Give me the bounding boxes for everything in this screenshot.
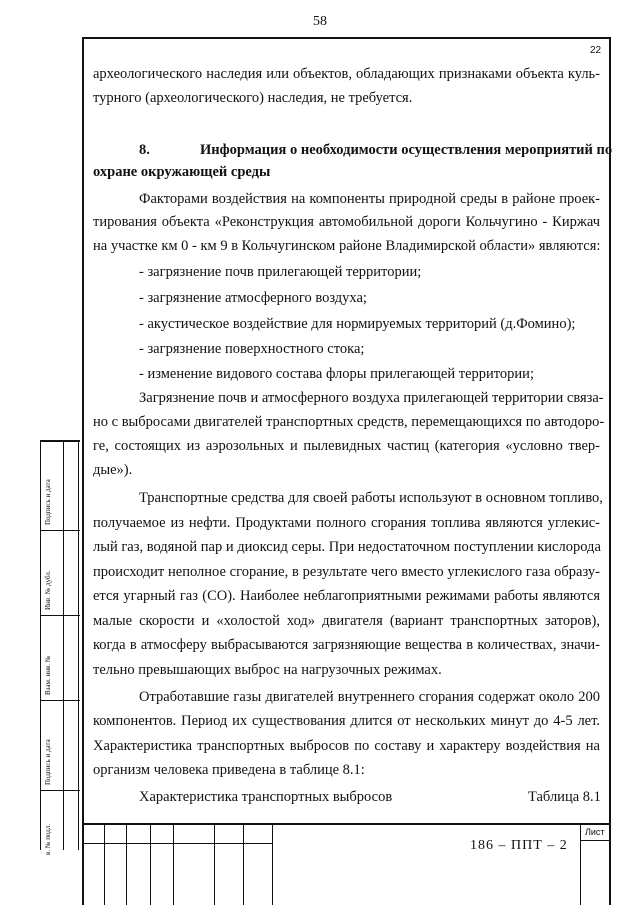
title-block-col-line xyxy=(243,823,244,905)
text-line: Загрязнение почв и атмосферного воздуха прилегающей территории связа- xyxy=(139,390,604,406)
text-line: получаемое из нефти. Продуктами полного сгорания топлива являются углекис- xyxy=(93,515,600,531)
section-number: 8. xyxy=(139,142,150,158)
text-line: малые скорости и «холостой ход» двигателя (вариант транспортных заторов), xyxy=(93,613,600,629)
title-block-col-line xyxy=(272,823,273,905)
list-item: - загрязнение атмосферного воздуха; xyxy=(139,290,367,306)
text-line: Отработавшие газы двигателей внутреннего сгорания содержат около 200 xyxy=(139,689,600,705)
text-line: но с выбросами двигателей транспортных средств, перемещающихся по автодоро- xyxy=(93,414,605,430)
sheet-number: 22 xyxy=(590,45,602,56)
title-block-col-line xyxy=(580,823,581,905)
text-line: турного (археологического) наследия, не требуется. xyxy=(93,90,413,106)
page-number: 58 xyxy=(313,14,327,29)
side-stamp-divider xyxy=(40,440,80,442)
text-line: на участке км 0 - км 9 в Кольчугинском районе Владимирской области» являются: xyxy=(93,238,601,254)
title-block-top-line xyxy=(82,823,611,825)
section-heading-cont: охране окружающей среды xyxy=(93,164,271,180)
text-line: тельно превышающих выброс на нагрузочных режимах. xyxy=(93,662,442,678)
side-stamp-divider xyxy=(40,615,80,616)
side-stamp-label: в. № подл. xyxy=(44,823,52,855)
text-line: Характеристика транспортных выбросов по составу и характеру воздействия на xyxy=(93,738,600,754)
text-line: тирования объекта «Реконструкция автомобильной дороги Кольчугино - Киржач xyxy=(93,214,600,230)
title-block-row-line xyxy=(580,840,611,841)
text-line: археологического наследия или объектов, обладающих признаками объекта куль- xyxy=(93,66,600,82)
side-stamp-label: Взам. инв. № xyxy=(44,655,52,695)
list-item: - акустическое воздействие для нормируемых территорий (д.Фомино); xyxy=(139,316,576,332)
table-caption: Характеристика транспортных выбросов xyxy=(139,789,393,805)
text-line: дые»). xyxy=(93,462,133,478)
table-number: Таблица 8.1 xyxy=(528,789,601,805)
side-stamp-label: Подпись и дата xyxy=(44,739,52,785)
text-line: происходит неполное сгорание, в результате чего вместо углекислого газа образу- xyxy=(93,564,600,580)
title-block-col-line xyxy=(214,823,215,905)
text-line: лый газ, водяной пар и диоксид серы. При недостаточном поступлении кислорода xyxy=(93,539,601,555)
document-code: 186 – ППТ – 2 xyxy=(470,838,568,853)
title-block-col-line xyxy=(126,823,127,905)
text-line: ется угарный газ (СО). Наиболее неблагоприятными режимами работы являются xyxy=(93,588,600,604)
text-line: организм человека приведена в таблице 8.1: xyxy=(93,762,365,778)
list-item: - загрязнение поверхностного стока; xyxy=(139,341,365,357)
title-block-col-line xyxy=(104,823,105,905)
section-heading: Информация о необходимости осуществления мероприятий по xyxy=(200,142,613,158)
side-stamp-col xyxy=(62,440,79,850)
list-item: - изменение видового состава флоры прилегающей территории; xyxy=(139,366,534,382)
text-line: ге, состоящих из аэрозольных и пылевидных частиц (категория «условно твер- xyxy=(93,438,600,454)
text-line: компонентов. Период их существования длится от нескольких минут до 4-5 лет. xyxy=(93,713,600,729)
sheet-label: Лист xyxy=(585,827,605,837)
side-stamp-label: Инв. № дубл. xyxy=(44,570,52,610)
text-line: Факторами воздействия на компоненты природной среды в районе проек- xyxy=(139,191,600,207)
side-stamp-divider xyxy=(40,790,80,791)
side-stamp-label: Подпись и дата xyxy=(44,479,52,525)
side-stamp-divider xyxy=(40,700,80,701)
title-block-col-line xyxy=(173,823,174,905)
side-stamp-divider xyxy=(40,530,80,531)
title-block-col-line xyxy=(150,823,151,905)
text-line: Транспортные средства для своей работы используют в основном топливо, xyxy=(139,490,603,506)
text-line: когда в атмосферу выбрасываются загрязняющие вещества в количествах, значи- xyxy=(93,637,600,653)
list-item: - загрязнение почв прилегающей территории; xyxy=(139,264,422,280)
